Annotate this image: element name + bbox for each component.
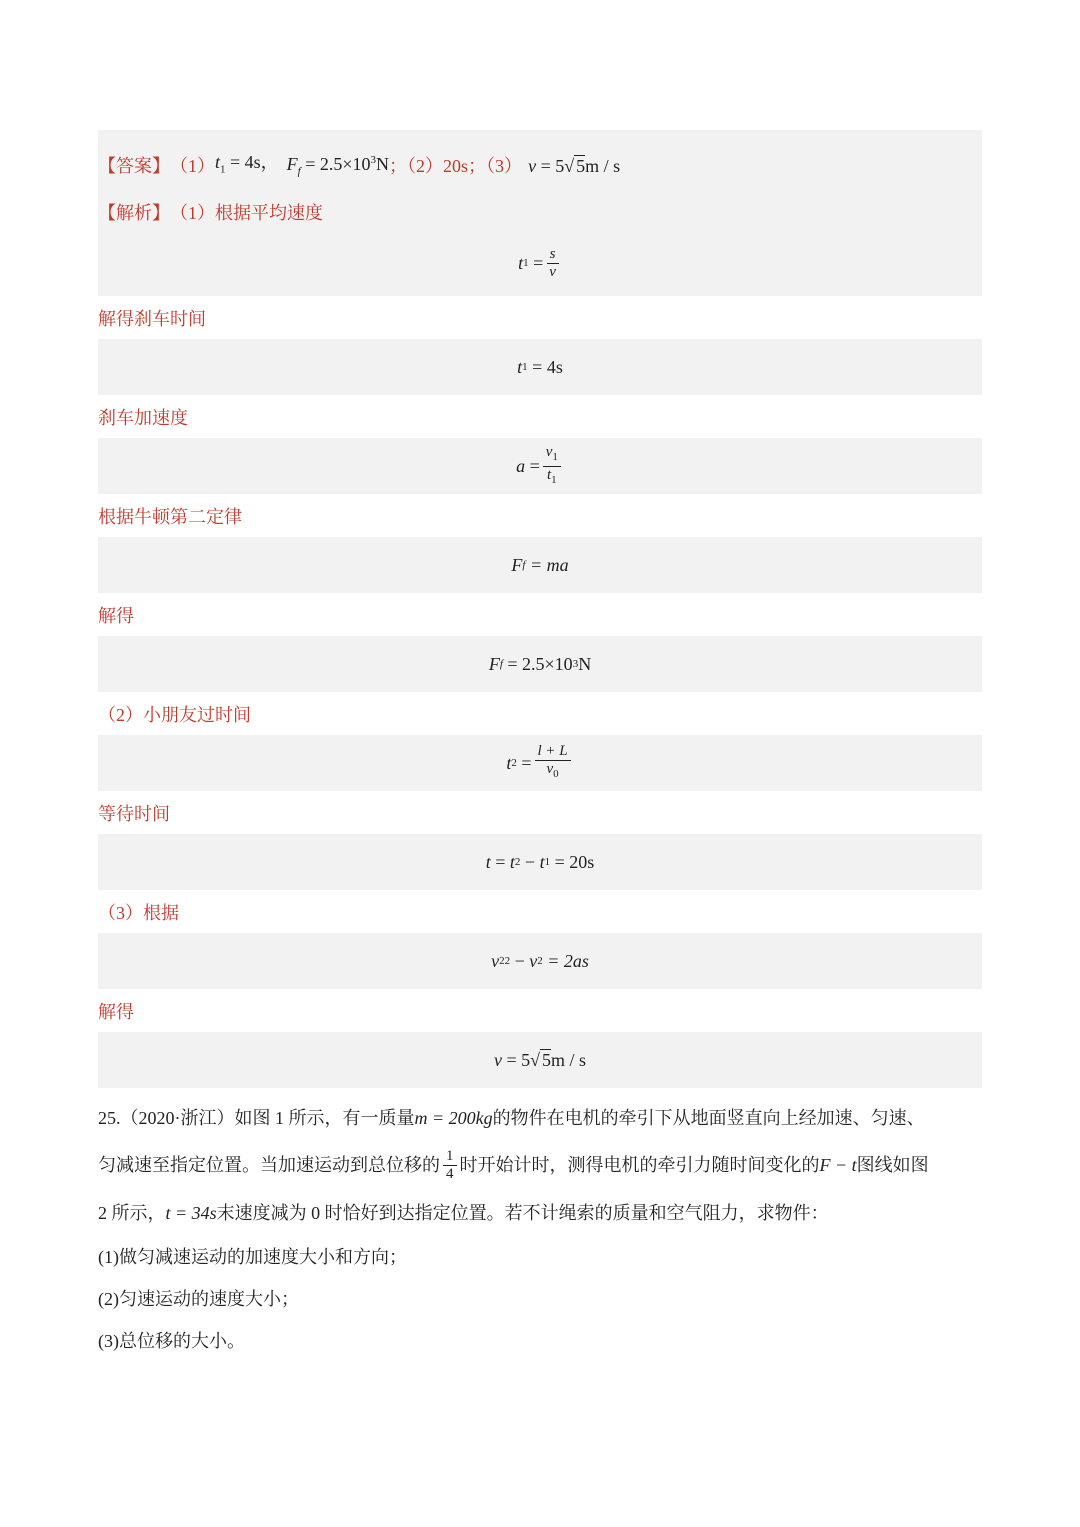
question-item-2: (2)匀速运动的速度大小； <box>98 1289 299 1309</box>
formula-t1-value: t 1 = 4s <box>98 339 982 395</box>
formula-t1-mean: t 1 = $\frac{s}{v}$ <box>98 238 982 288</box>
answer-part1: （1） <box>170 156 215 176</box>
label-newton: 根据牛顿第二定律 <box>98 506 242 527</box>
question-item-1: (1)做匀减速运动的加速度大小和方向； <box>98 1247 407 1267</box>
question-item-3: (3)总位移的大小。 <box>98 1331 245 1351</box>
answer-tag: 【答案】 <box>98 156 170 176</box>
answer-part2: ；（2）20s；（3） <box>389 156 523 176</box>
label-brake-accel: 刹车加速度 <box>98 407 188 428</box>
formula-ff-value: F f = 2.5×10 3 N <box>98 636 982 692</box>
label-solve-1: 解得 <box>98 605 134 626</box>
label-solve-2: 解得 <box>98 1001 134 1022</box>
label-part2: （2）小朋友过时间 <box>98 704 251 725</box>
answer-line <box>98 144 982 188</box>
analysis-line <box>98 188 982 238</box>
answer-analysis-block <box>98 130 982 296</box>
answer-ff: $F_f = 2.5\times 10^3N$ <box>286 154 390 178</box>
question-25: 25. （2020·浙江） 如图 1 所示，有一质量 m = 200kg 的物件在电机的牵引下从地面竖直向上经加速、匀速、 匀减速至指定位置。当加速运动到总位移的 $\frac{1}{4}$ 时开始计时，测得电机的牵引力随时间变化的 F − t 图线如图 2 所示， t = 34s 末速度减为 0 时恰好到达指定位置。若不计绳索的质量和空气阻力，求物件： (1)做匀减速运动的加速度大小和方向； (2)匀速运动的速度大小； (3)总位移的大小。 <box>98 1096 982 1362</box>
formula-v-value: v = 5 √ 5 m / s <box>98 1032 982 1088</box>
analysis-part1: （1）根据平均速度 <box>170 203 323 223</box>
answer-t1: $t_1 = 4s$， <box>215 152 279 176</box>
question-fraction: $\frac{1}{4}$ <box>443 1148 457 1183</box>
label-part3: （3）根据 <box>98 902 179 923</box>
answer-v: v = 5√ 5m / s <box>528 156 621 176</box>
analysis-tag: 【解析】 <box>98 203 170 223</box>
label-wait: 等待时间 <box>98 803 170 824</box>
question-mass: m = 200kg <box>414 1108 493 1128</box>
formula-newton: F f = ma <box>98 537 982 593</box>
formula-t2: t 2 = $\frac{l + L}{v_0}$ <box>98 735 982 791</box>
solution-page <box>98 130 982 1362</box>
formula-wait: t = t 2 − t 1 = 20s <box>98 834 982 890</box>
label-brake-time: 解得刹车时间 <box>98 308 206 329</box>
question-time: t = 34s <box>165 1203 217 1223</box>
formula-accel: a = $\frac{v_1}{t_1}$ <box>98 438 982 494</box>
question-ft: F − t <box>819 1155 857 1175</box>
question-source: （2020·浙江） <box>120 1108 235 1128</box>
formula-kinematics: v 2 2 − v 2 = 2as <box>98 933 982 989</box>
question-number: 25. <box>98 1108 121 1128</box>
